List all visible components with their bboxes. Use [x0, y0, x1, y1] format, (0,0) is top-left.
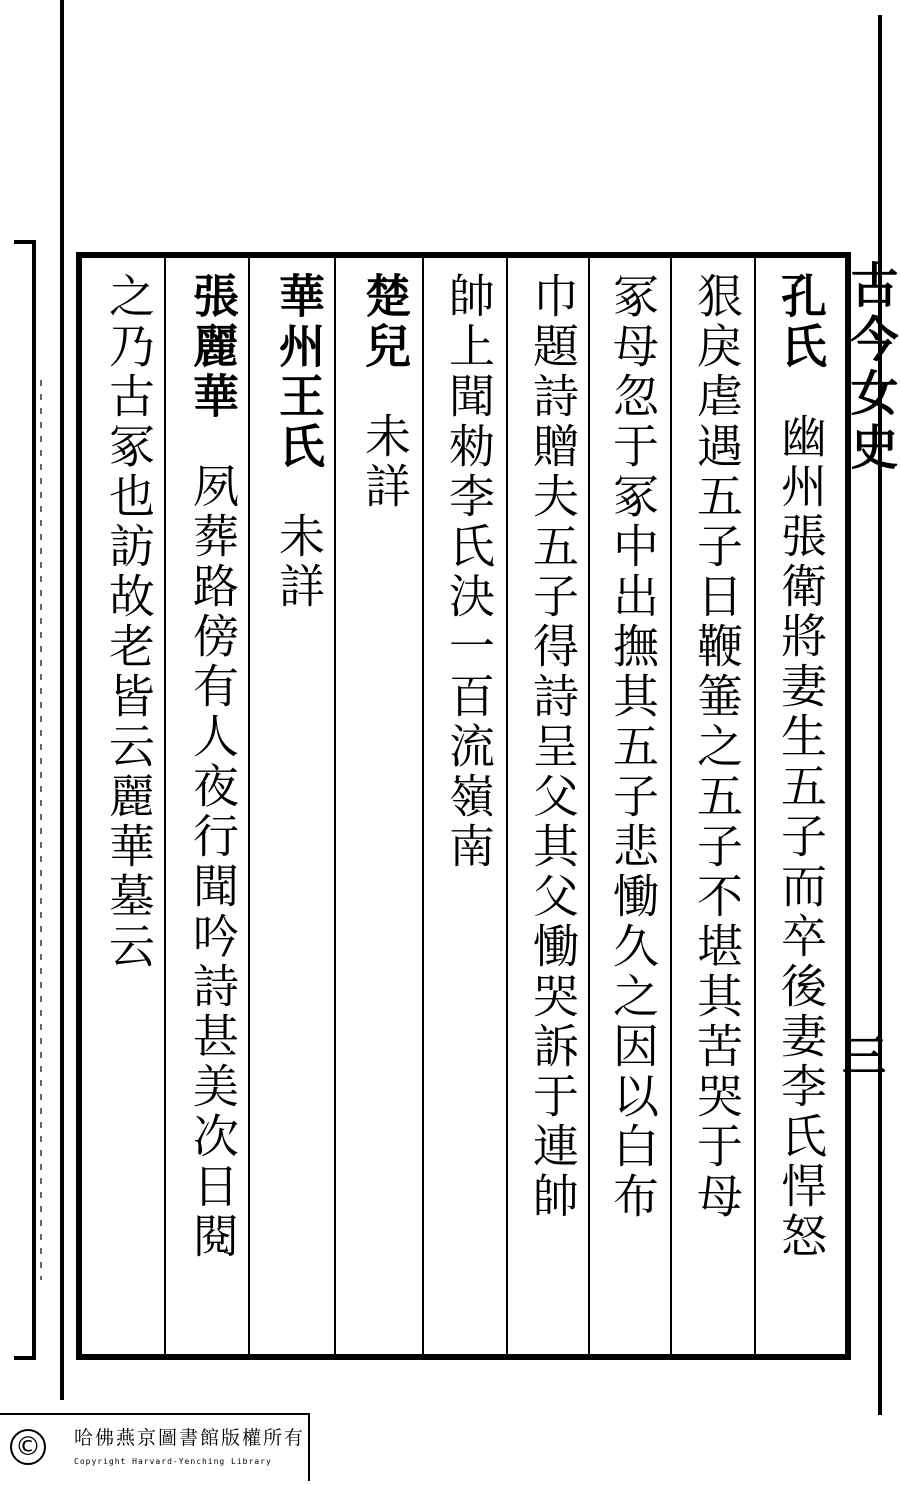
entry-text: 未詳: [272, 512, 326, 612]
column-rule: [422, 258, 424, 1354]
entry-text: 帥上聞勑李氏決一百流嶺南: [442, 272, 496, 872]
page-marker: 三: [842, 1031, 886, 1082]
entry-name: 孔氏: [774, 272, 828, 372]
entry-text: 巾題詩贈夫五子得詩呈父其父慟哭訴于連帥: [526, 272, 580, 1222]
left-gutter-rule: [60, 0, 64, 1400]
text-column-8: [182, 272, 244, 1352]
entry-name: 張麗華: [186, 272, 240, 422]
text-column-4: [522, 272, 584, 1352]
entry-text: 幽州張衛將妻生五子而卒後妻李氏悍怒: [774, 412, 828, 1262]
text-column-5: [438, 272, 500, 1352]
text-column-7: [268, 272, 330, 1352]
column-rule: [670, 258, 672, 1354]
copyright-chinese: 哈佛燕京圖書館版權所有: [74, 1427, 306, 1449]
text-column-2: [686, 272, 748, 1352]
entry-text: 冢母忽于冢中出撫其五子悲慟久之因以白布: [606, 272, 660, 1222]
entry-name: 楚兒: [358, 272, 412, 372]
column-rule: [754, 258, 756, 1354]
column-rule: [248, 258, 250, 1354]
entry-text: 夙葬路傍有人夜行聞吟詩甚美次日閱: [186, 462, 240, 1262]
text-frame: [76, 252, 851, 1360]
faint-binding-line: [40, 380, 42, 1280]
page-header: 古今女史: [842, 260, 898, 476]
text-column-1: [770, 272, 832, 1352]
copyright-notice: [0, 1413, 310, 1481]
text-column-3: [602, 272, 664, 1352]
column-rule: [164, 258, 166, 1354]
text-column-6: [354, 272, 416, 1352]
entry-name: 華州王氏: [272, 272, 326, 472]
entry-text: 狠戾虐遇五子日鞭箠之五子不堪其苦哭于母: [690, 272, 744, 1222]
text-column-9: [98, 272, 160, 1352]
entry-text: 未詳: [358, 412, 412, 512]
copyright-english: Copyright Harvard-Yenching Library: [74, 1457, 272, 1466]
binding-bracket: [14, 240, 36, 1360]
copyright-icon: ©: [10, 1429, 46, 1465]
entry-text: 之乃古冢也訪故老皆云麗華墓云: [102, 272, 156, 972]
column-rule: [506, 258, 508, 1354]
column-rule: [588, 258, 590, 1354]
column-rule: [334, 258, 336, 1354]
